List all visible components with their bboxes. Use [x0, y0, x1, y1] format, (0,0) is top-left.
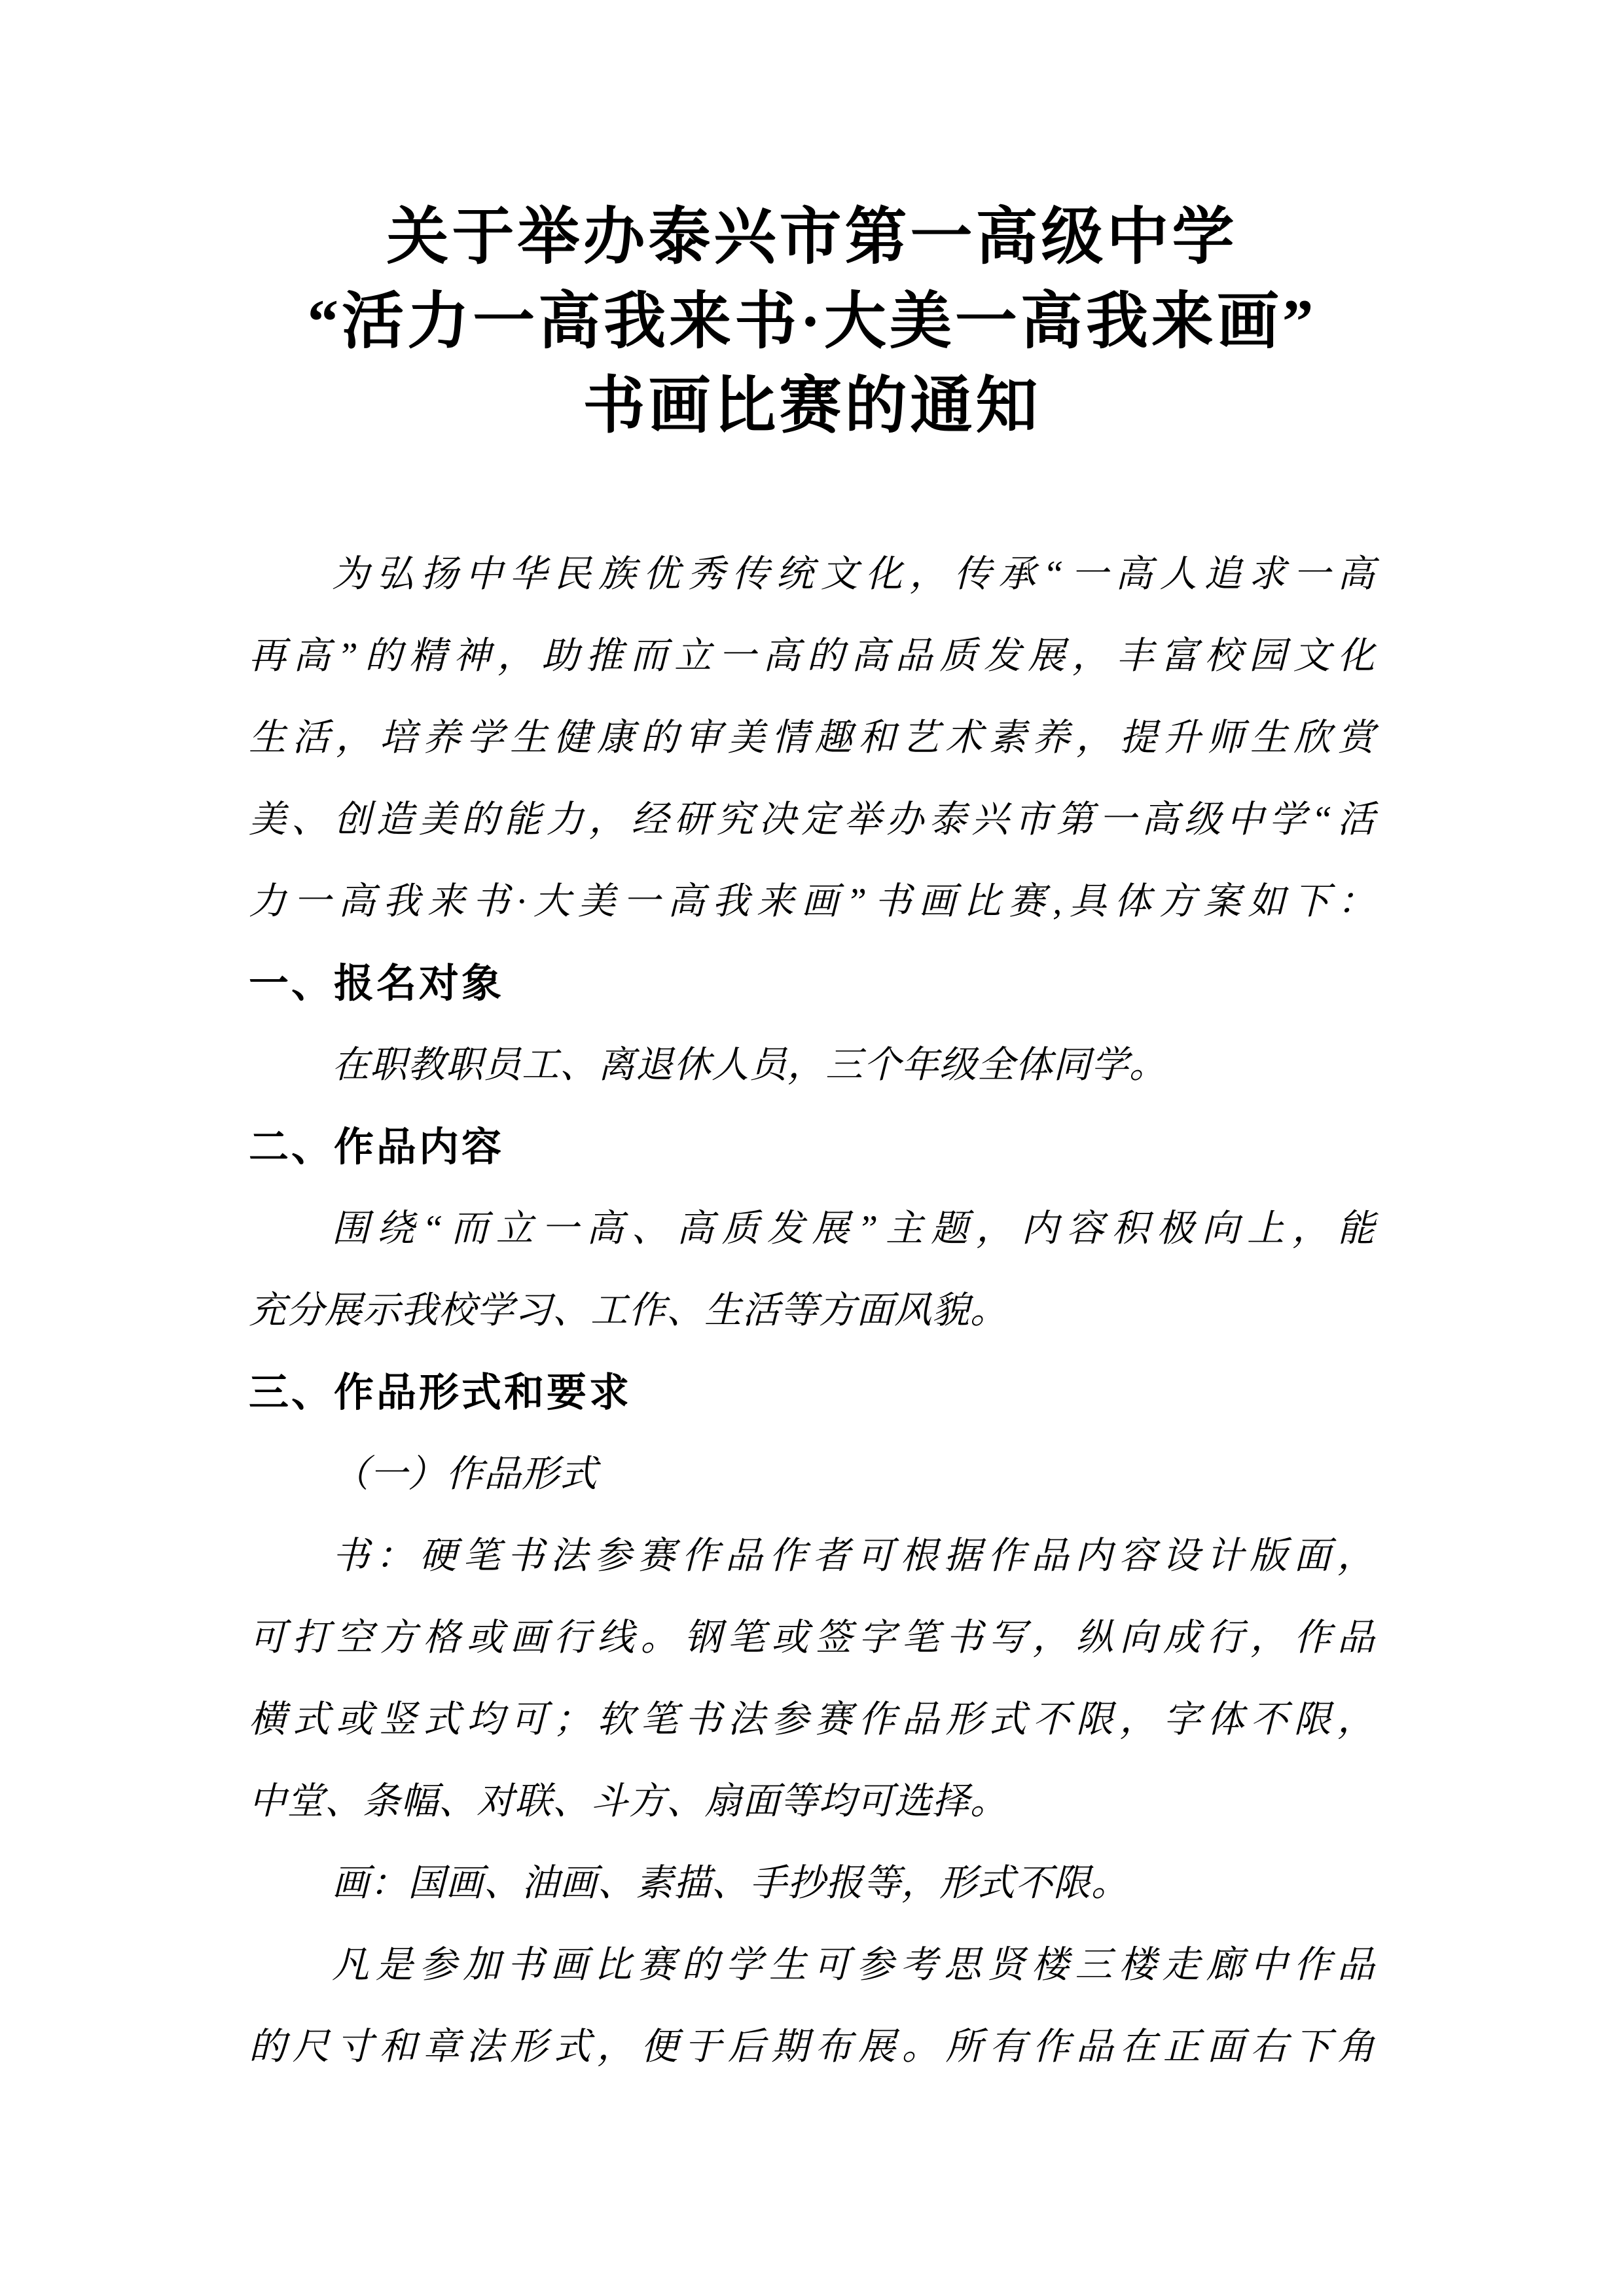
body-line: 为弘扬中华民族优秀传统文化，传承“一高人追求一高	[332, 554, 1375, 595]
document-title-line-1: 关于举办泰兴市第一高级中学	[386, 202, 1238, 272]
document-body	[249, 533, 1375, 2088]
body-line: 在职教职员工、离退休人员，三个年级全体同学。	[332, 1045, 1167, 1086]
body-line: 美、创造美的能力，经研究决定举办泰兴市第一高级中学“活	[249, 799, 1375, 840]
body-line: 书：硬笔书法参赛作品作者可根据作品内容设计版面，	[332, 1535, 1375, 1577]
body-line: 充分展示我校学习、工作、生活等方面风貌。	[249, 1290, 1008, 1331]
body-line: 横式或竖式均可；软笔书法参赛作品形式不限，字体不限，	[249, 1699, 1375, 1740]
section-heading-1: 一、报名对象	[249, 961, 505, 1005]
section-heading-2: 二、作品内容	[249, 1124, 505, 1169]
subsection-heading: （一）作品形式	[332, 1454, 598, 1495]
body-line: 围绕“而立一高、高质发展”主题，内容积极向上，能	[332, 1208, 1375, 1249]
body-line: 生活，培养学生健康的审美情趣和艺术素养，提升师生欣赏	[249, 717, 1375, 759]
document-title-line-2: “活力一高我来书·大美一高我来画”	[307, 287, 1317, 356]
body-line: 中堂、条幅、对联、斗方、扇面等均可选择。	[249, 1781, 1008, 1822]
body-line: 再高”的精神，助推而立一高的高品质发展，丰富校园文化	[249, 636, 1375, 677]
body-line: 画：国画、油画、素描、手抄报等，形式不限。	[332, 1863, 1129, 1904]
body-line: 的尺寸和章法形式，便于后期布展。所有作品在正面右下角	[249, 2026, 1375, 2068]
body-line: 可打空方格或画行线。钢笔或签字笔书写，纵向成行，作品	[249, 1617, 1375, 1659]
document-title	[249, 195, 1375, 448]
body-line: 凡是参加书画比赛的学生可参考思贤楼三楼走廊中作品	[332, 1945, 1375, 1986]
body-line: 力一高我来书·大美一高我来画”书画比赛,具体方案如下：	[249, 881, 1375, 922]
section-heading-3: 三、作品形式和要求	[249, 1370, 632, 1414]
document-title-line-3: 书画比赛的通知	[583, 371, 1041, 440]
